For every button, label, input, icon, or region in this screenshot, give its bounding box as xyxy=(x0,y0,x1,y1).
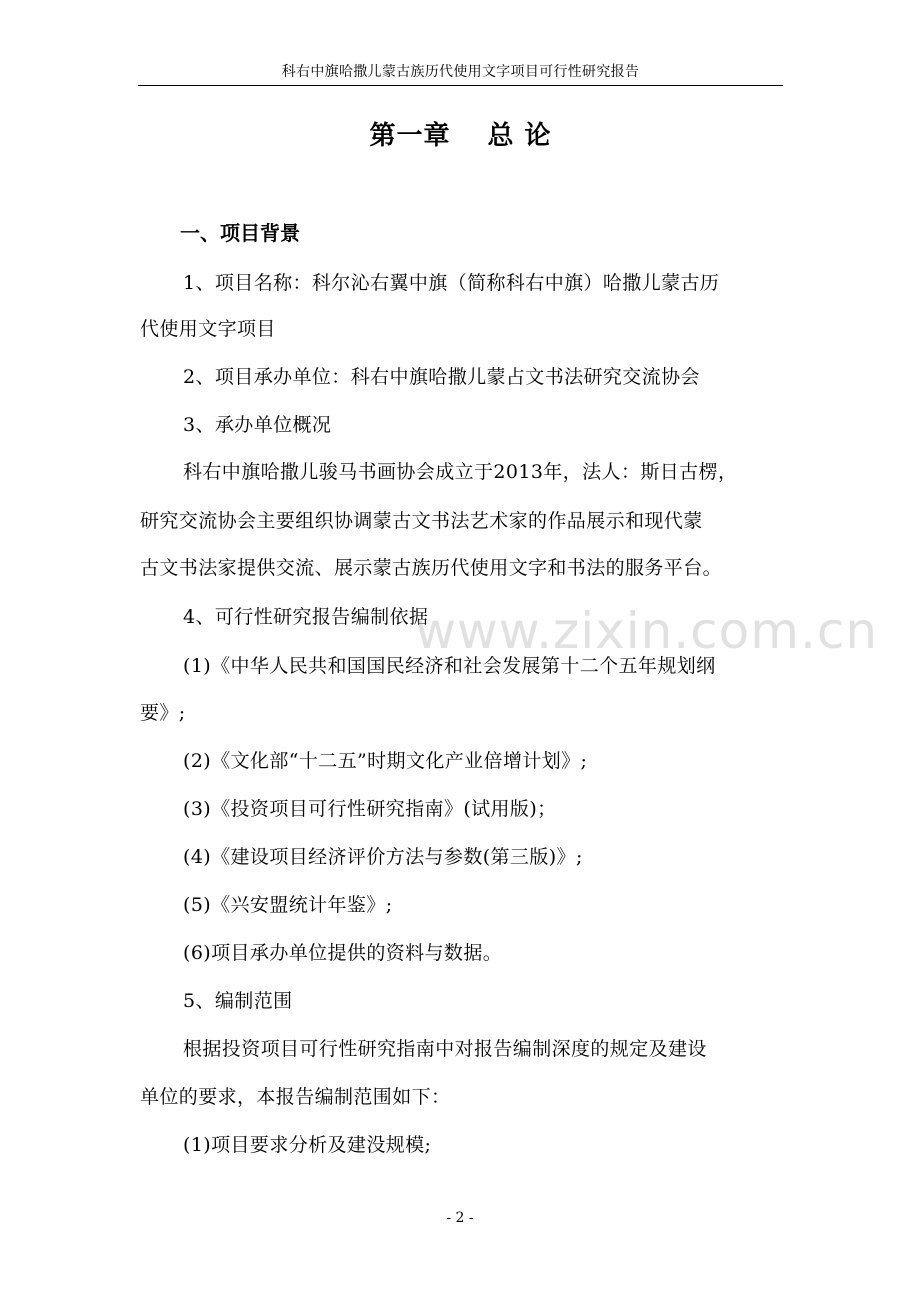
paragraph-line: 2、项目承办单位：科右中旗哈撒儿蒙占文书法研究交流协会 xyxy=(183,366,700,388)
paragraph-line: 科右中旗哈撒儿骏马书画协会成立于2013年，法人：斯日古楞， xyxy=(183,461,738,483)
paragraph-line: (1)项目要求分析及建没规模; xyxy=(183,1134,432,1156)
paragraph-line: (3)《投资项目可行性研究指南》(试用版)； xyxy=(183,798,557,820)
paragraph-line: (6)项目承办单位提供的资料与数据。 xyxy=(183,942,503,964)
paragraph-line: 3、承办单位概况 xyxy=(183,414,332,436)
section-heading: 一、项目背景 xyxy=(180,221,300,245)
paragraph-line: (2)《文化部“十二五”时期文化产业倍增计划》; xyxy=(183,750,588,772)
paragraph-line: 单位的要求，本报告编制范围如下： xyxy=(140,1086,451,1108)
page-header: 科右中旗哈撒儿蒙古族历代使用文字项目可行性研究报告 xyxy=(281,64,640,80)
paragraph-line: (1)《中华人民共和国国民经济和社会发展第十二个五年规划纲 xyxy=(183,655,716,677)
paragraph-line: 4、可行性研究报告编制依据 xyxy=(183,606,429,628)
page-number: - 2 - xyxy=(446,1210,474,1226)
chapter-title: 第一章 总 论 xyxy=(369,121,552,151)
paragraph-line: 要》; xyxy=(140,702,186,724)
paragraph-line: 代使用文字项目 xyxy=(140,318,276,340)
header-rule xyxy=(138,85,783,86)
paragraph-line: 古文书法家提供交流、展示蒙古族历代使用文字和书法的服务平台。 xyxy=(140,557,723,579)
paragraph-line: 研究交流协会主要组织协调蒙古文书法艺术家的作品展示和现代蒙 xyxy=(140,510,703,532)
paragraph-line: 根据投资项目可行性研究指南中对报告编制深度的规定及建设 xyxy=(183,1038,707,1060)
paragraph-line: (5)《兴安盟统计年鉴》; xyxy=(183,894,393,916)
watermark: www.zixin.com.cn xyxy=(415,602,879,660)
paragraph-line: (4)《建设项目经济评价方法与参数(第三版)》; xyxy=(183,846,583,868)
paragraph-line: 5、编制范围 xyxy=(183,990,293,1012)
paragraph-line: 1、项目名称：科尔沁右翼中旗（简称科右中旗）哈撒儿蒙古历 xyxy=(183,272,720,294)
